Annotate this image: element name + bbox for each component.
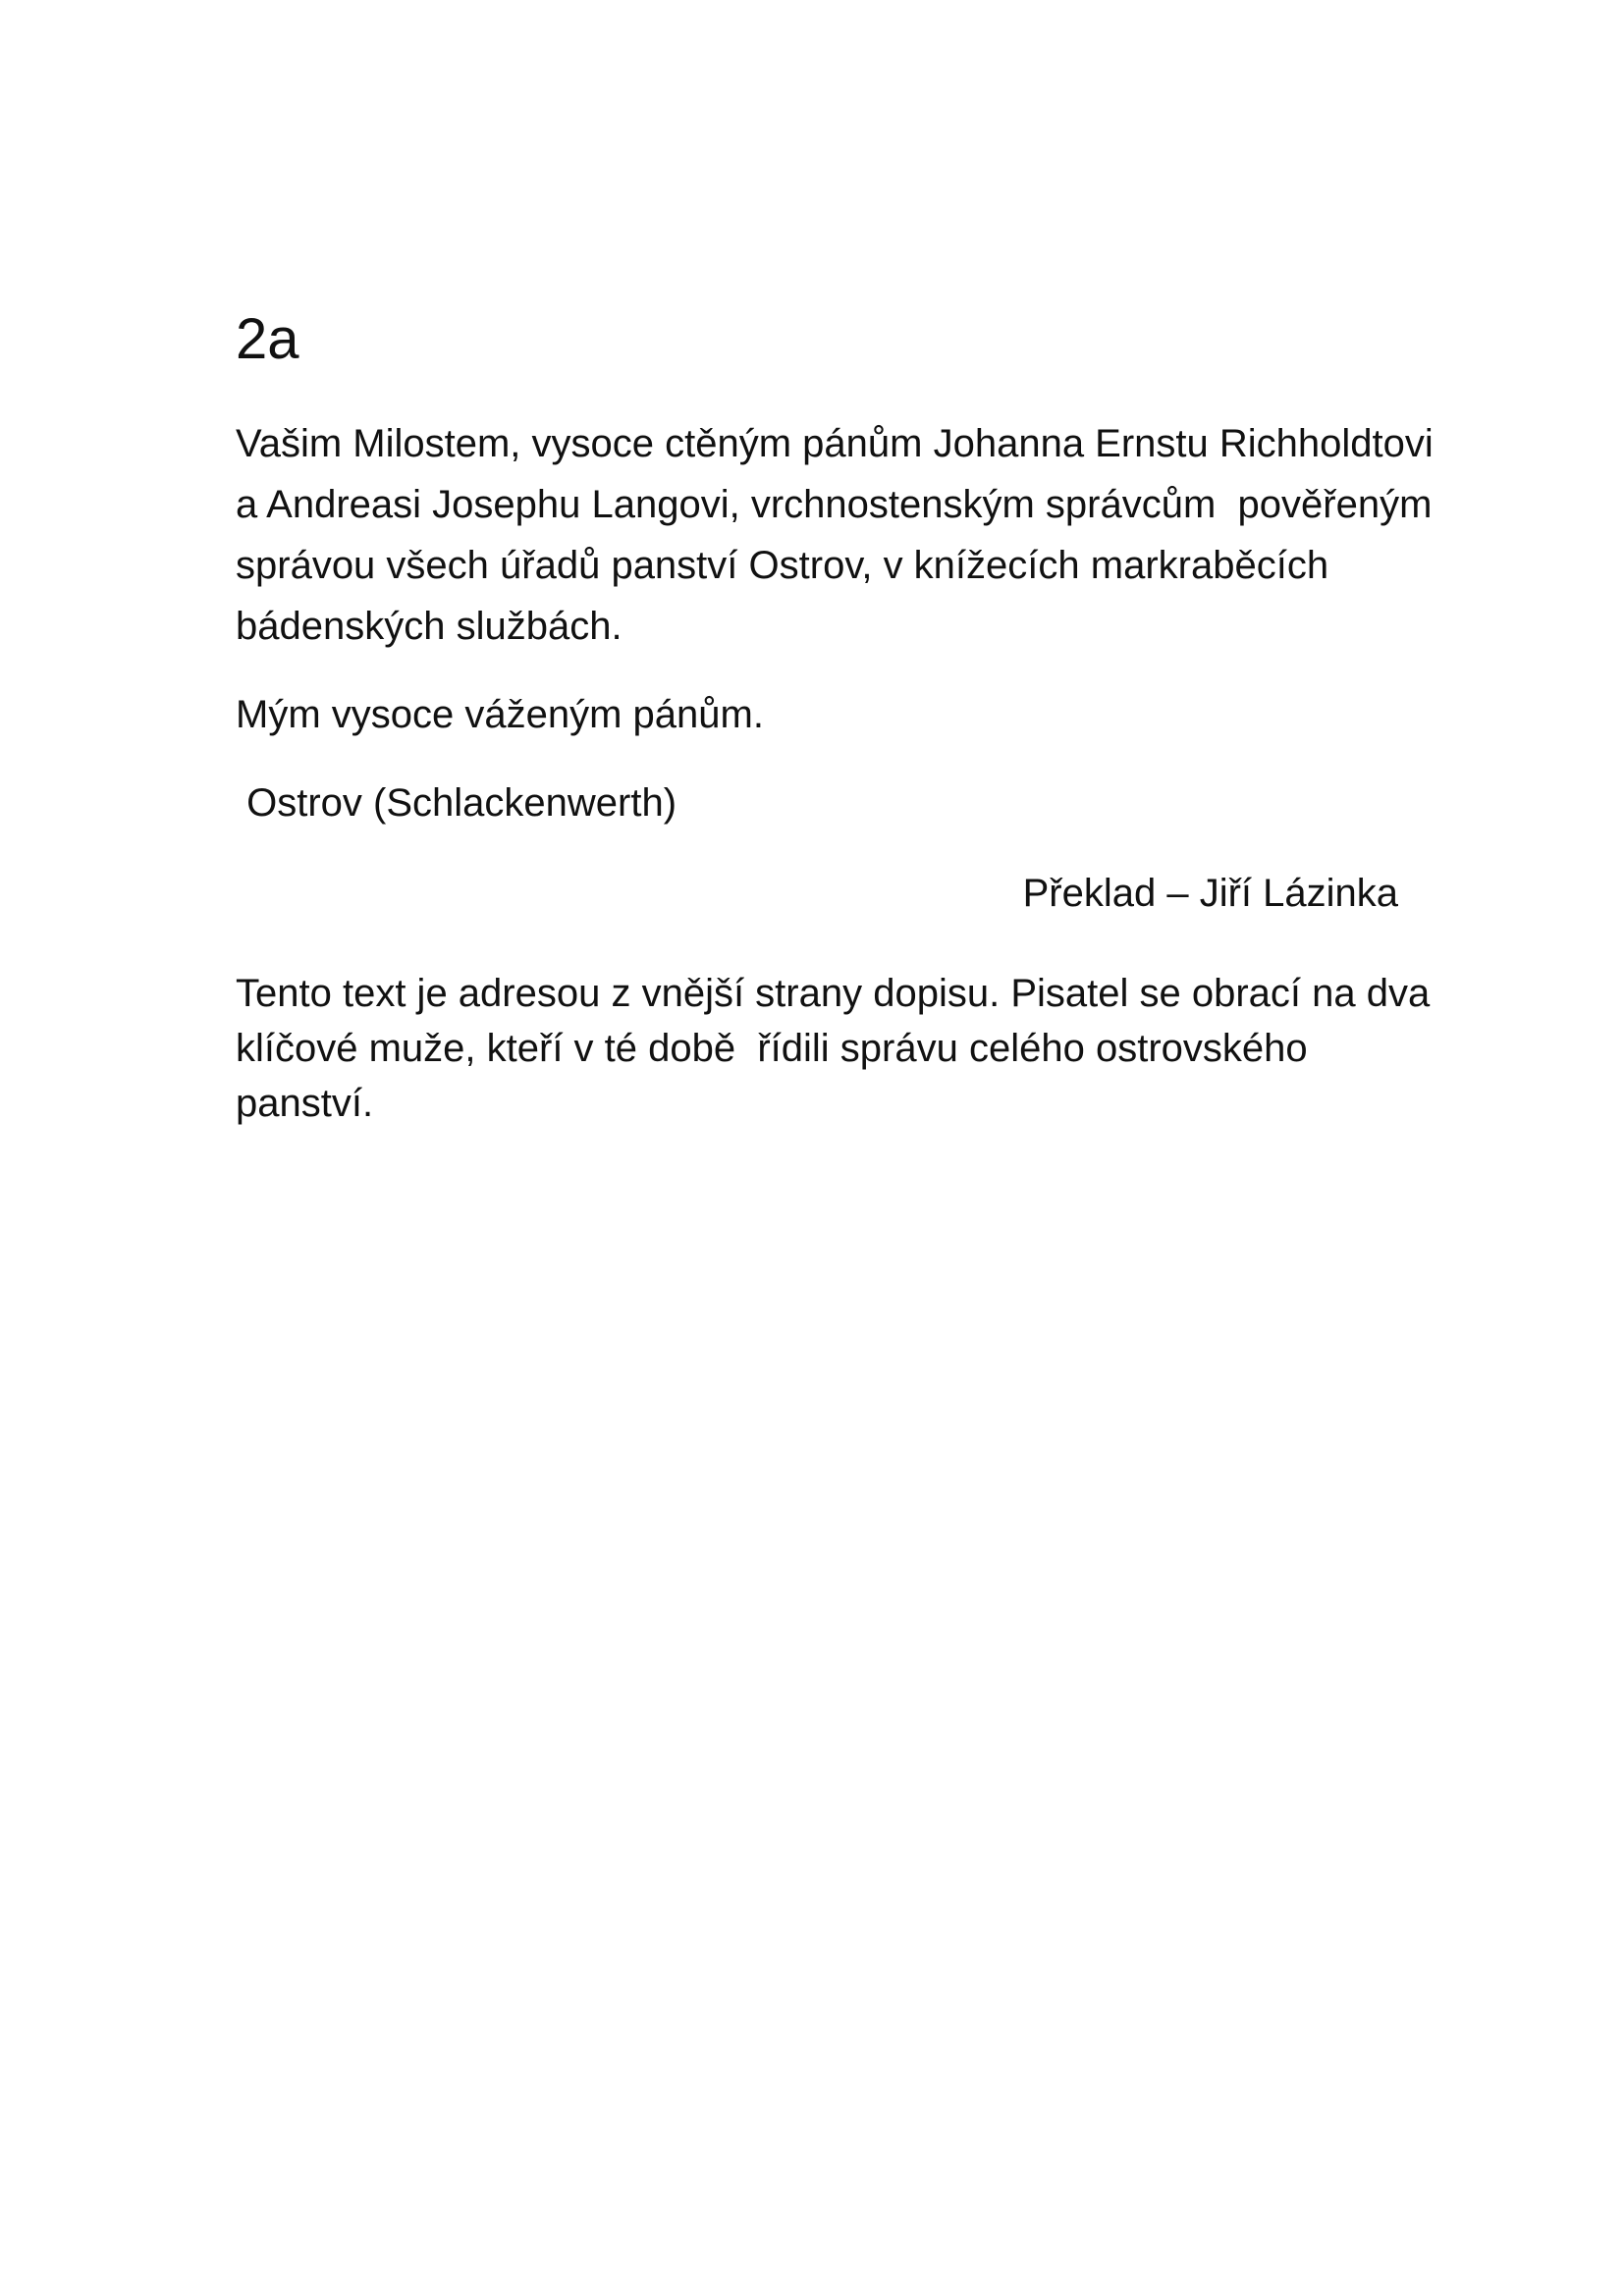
text-line: panství. — [236, 1082, 374, 1125]
text-line: a Andreasi Josephu Langovi, vrchnostenským správcům pověřeným — [236, 483, 1433, 526]
text-line: klíčové muže, kteří v té době řídili správu celého ostrovského — [236, 1027, 1308, 1070]
translator-paragraph — [236, 863, 1398, 924]
salutation-paragraph — [236, 684, 1624, 745]
text-line: Vašim Milostem, vysoce ctěným pánům Johanna Ernstu Richholdtovi — [236, 422, 1434, 465]
text-line: správou všech úřadů panství Ostrov, v knížecích markraběcích — [236, 544, 1329, 587]
text-line: Ostrov (Schlackenwerth) — [236, 781, 677, 825]
section-heading: 2a — [236, 307, 299, 371]
text-line: bádenských službách. — [236, 605, 623, 648]
place-paragraph — [236, 773, 1624, 833]
text-line: Překlad – Jiří Lázinka — [1022, 872, 1398, 915]
address-paragraph — [236, 413, 1624, 657]
note-paragraph — [236, 966, 1624, 1131]
text-line: Mým vysoce váženým pánům. — [236, 693, 764, 736]
text-line: Tento text je adresou z vnější strany dopisu. Pisatel se obrací na dva — [236, 972, 1431, 1015]
